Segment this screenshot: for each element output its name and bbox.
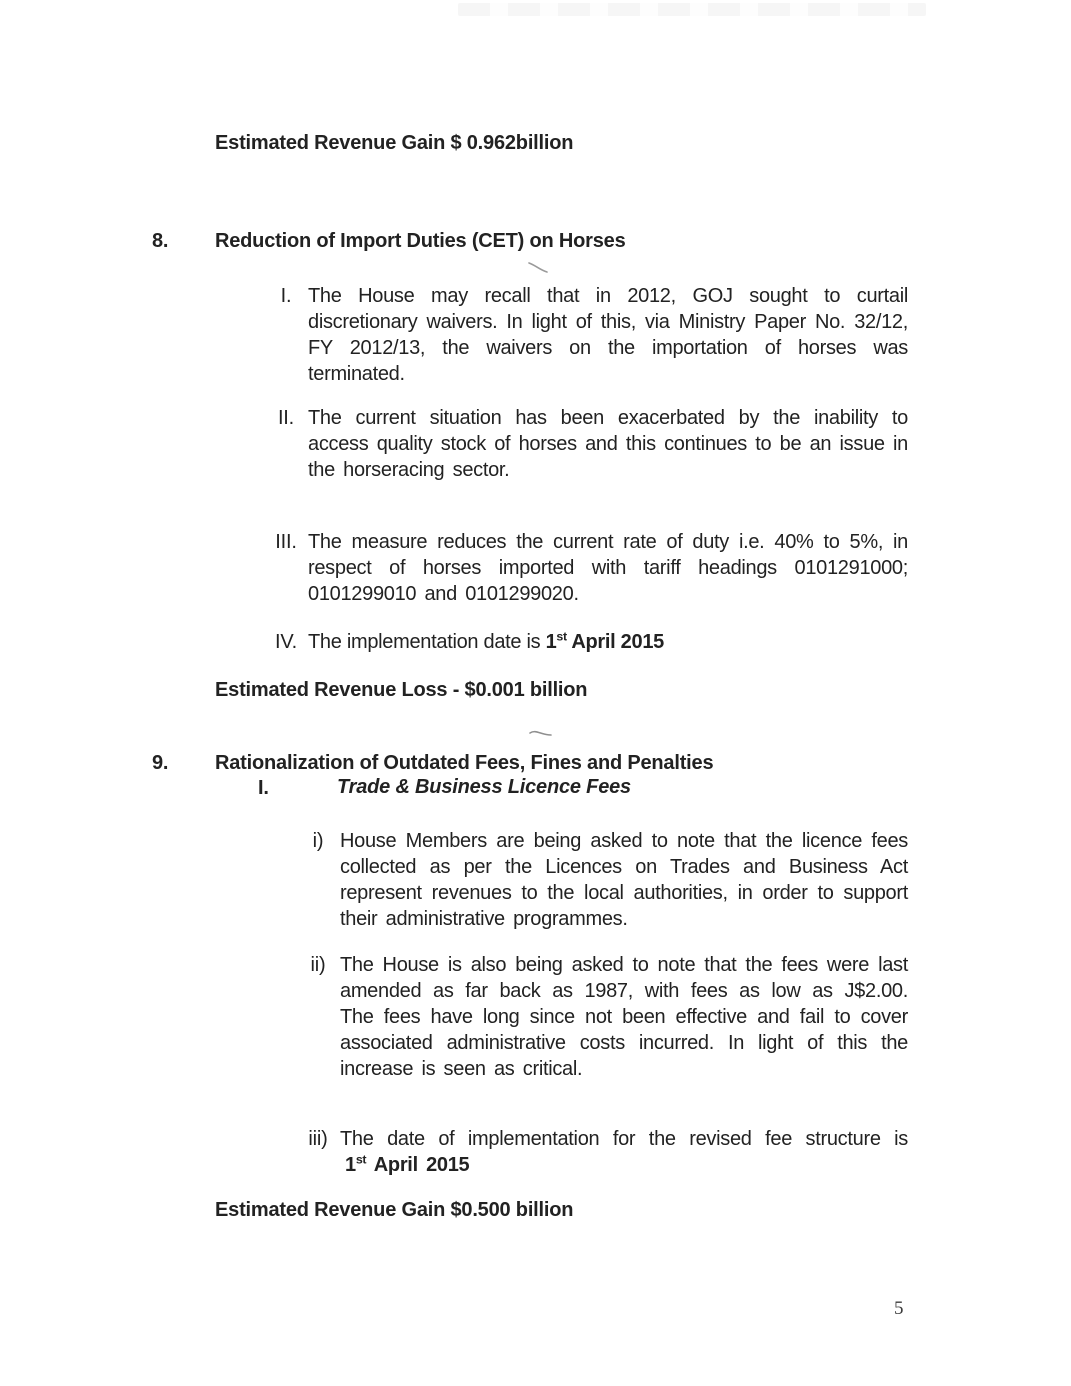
section-8-number: 8. bbox=[152, 230, 169, 252]
list-item-text-line1: The date of implementation for the revised fee structure is bbox=[340, 1128, 908, 1150]
list-item-marker: IV. bbox=[274, 631, 298, 653]
implementation-date-prefix: The implementation date is bbox=[308, 631, 546, 653]
list-item-marker: II. bbox=[277, 407, 295, 429]
section-8-title: Reduction of Import Duties (CET) on Horses bbox=[215, 230, 626, 252]
list-item-marker: III. bbox=[275, 531, 297, 553]
section-9-subheading: Trade & Business Licence Fees bbox=[337, 776, 631, 798]
scan-artifact-band bbox=[458, 3, 926, 16]
list-item-text: The current situation has been exacerbated by the inability to access quality stock of horses and this continues to be an issue in the horseracing sector. bbox=[308, 407, 908, 481]
list-item-9-i bbox=[296, 828, 908, 932]
list-item-8-I bbox=[264, 283, 908, 387]
list-item-text bbox=[340, 1126, 908, 1178]
list-item-text bbox=[308, 629, 664, 655]
section-9-title: Rationalization of Outdated Fees, Fines and Penalties bbox=[215, 752, 714, 774]
list-item-9-ii bbox=[296, 952, 908, 1082]
list-item-8-II bbox=[264, 405, 908, 483]
section-9-number: 9. bbox=[152, 752, 169, 774]
list-item-marker: ii) bbox=[310, 954, 326, 976]
list-item-marker: I. bbox=[280, 285, 292, 307]
list-item-text: The measure reduces the current rate of duty i.e. 40% to 5%, in respect of horses imported with tariff headings 0101291000; 0101299010 and 0101299020. bbox=[308, 531, 908, 605]
implementation-date: 1st April 2015 bbox=[345, 1152, 470, 1176]
list-item-text: The House is also being asked to note that the fees were last amended as far back as 1987, with fees as low as J$2.00. The fees have long since not been effective and fail to cover associated administrative costs incurred. In light of this the increase is seen as critical. bbox=[340, 954, 908, 1080]
estimated-revenue-gain-top: Estimated Revenue Gain $ 0.962billion bbox=[215, 132, 574, 154]
list-item-8-III bbox=[264, 529, 908, 607]
list-item-8-IV bbox=[264, 629, 908, 655]
page-number: 5 bbox=[894, 1298, 904, 1319]
list-item-marker: iii) bbox=[308, 1128, 328, 1150]
list-item-9-iii bbox=[296, 1126, 908, 1178]
section-9-subheading-marker: I. bbox=[258, 777, 269, 799]
list-item-text: The House may recall that in 2012, GOJ sought to curtail discretionary waivers. In light of this, via Ministry Paper No. 32/12, FY 2012/13, the waivers on the importation of horses was terminated. bbox=[308, 285, 908, 385]
estimated-revenue-loss: Estimated Revenue Loss - $0.001 billion bbox=[215, 679, 588, 701]
list-item-marker: i) bbox=[312, 830, 324, 852]
implementation-date: 1st April 2015 bbox=[545, 629, 664, 653]
scan-mark-icon bbox=[528, 727, 554, 739]
list-item-text: House Members are being asked to note that the licence fees collected as per the Licences on Trades and Business Act represent revenues to the local authorities, in order to support their administrative programmes. bbox=[340, 830, 908, 930]
estimated-revenue-gain-bottom: Estimated Revenue Gain $0.500 billion bbox=[215, 1199, 574, 1221]
scan-mark-icon bbox=[526, 261, 550, 275]
